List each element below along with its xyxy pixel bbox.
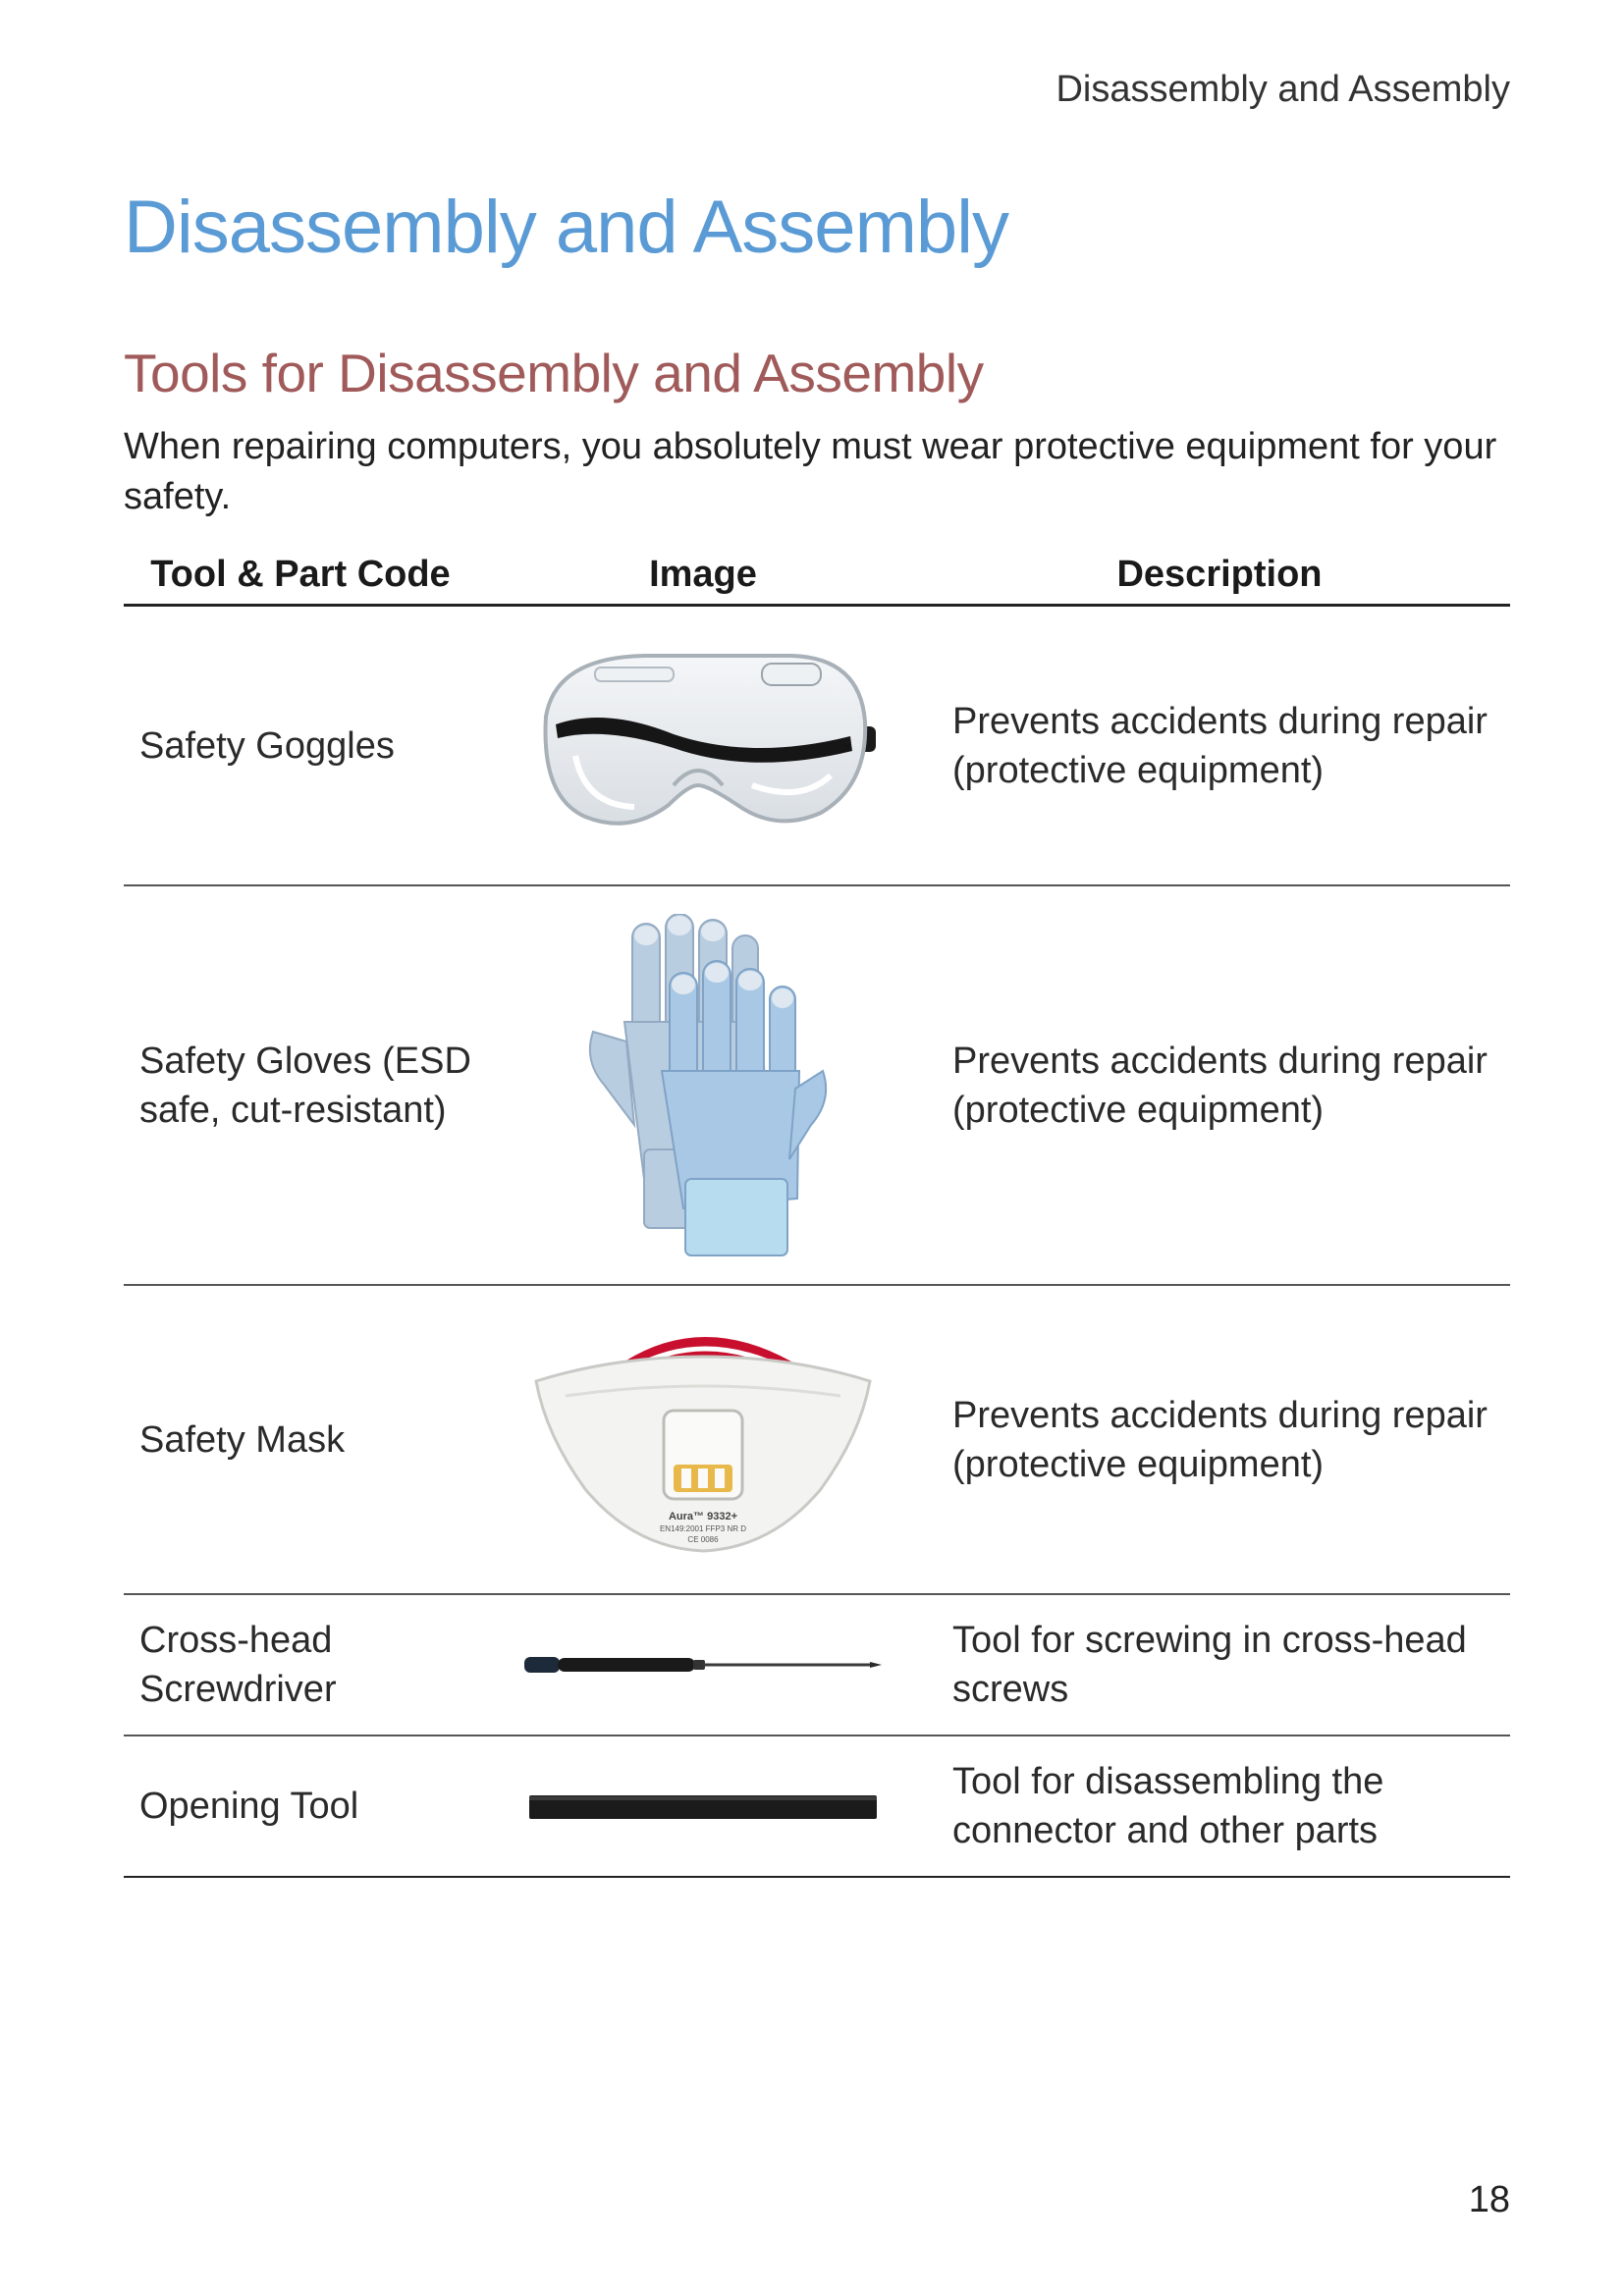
tool-description: Tool for disassembling the connector and other parts [929, 1735, 1510, 1877]
tool-name: Opening Tool [124, 1735, 477, 1877]
table-row [124, 1735, 1510, 1877]
tool-description: Tool for screwing in cross-head screws [929, 1594, 1510, 1735]
mask-standard-print: EN149:2001 FFP3 NR D [659, 1523, 747, 1533]
tool-description: Prevents accidents during repair (protective equipment) [929, 1285, 1510, 1594]
tool-description: Prevents accidents during repair (protective equipment) [929, 606, 1510, 886]
tool-image-cell [477, 1594, 929, 1735]
tool-name: Cross-head Screwdriver [124, 1594, 477, 1735]
safety-mask-image [526, 1317, 880, 1563]
mask-brand-print: Aura™ 9332+ [668, 1510, 738, 1522]
tool-image-cell [477, 606, 929, 886]
tools-table [124, 545, 1510, 1878]
safety-gloves-image [575, 914, 831, 1257]
tool-name: Safety Goggles [124, 606, 477, 886]
opening-tool-image [521, 1787, 885, 1826]
tool-image-cell [477, 1735, 929, 1877]
page-title: Disassembly and Assembly [124, 186, 1009, 269]
tool-image-cell [477, 1285, 929, 1594]
table-row [124, 606, 1510, 886]
intro-paragraph: When repairing computers, you absolutely must wear protective equipment for your safety. [124, 426, 1497, 517]
tool-image-cell [477, 885, 929, 1285]
tool-description: Prevents accidents during repair (protective equipment) [929, 885, 1510, 1285]
column-header-description: Description [929, 545, 1510, 606]
column-header-tool: Tool & Part Code [124, 545, 477, 606]
table-row [124, 885, 1510, 1285]
page-number: 18 [1468, 2179, 1510, 2220]
table-row [124, 1285, 1510, 1594]
column-header-image: Image [477, 545, 929, 606]
safety-goggles-image [526, 638, 880, 854]
tool-name: Safety Gloves (ESD safe, cut-resistant) [124, 885, 477, 1285]
running-header: Disassembly and Assembly [1056, 69, 1510, 110]
section-title: Tools for Disassembly and Assembly [124, 343, 984, 403]
tool-name: Safety Mask [124, 1285, 477, 1594]
mask-ce-mark: CE 0086 [687, 1534, 719, 1544]
table-row [124, 1594, 1510, 1735]
cross-head-screwdriver-image [516, 1645, 890, 1684]
table-header-row [124, 545, 1510, 606]
